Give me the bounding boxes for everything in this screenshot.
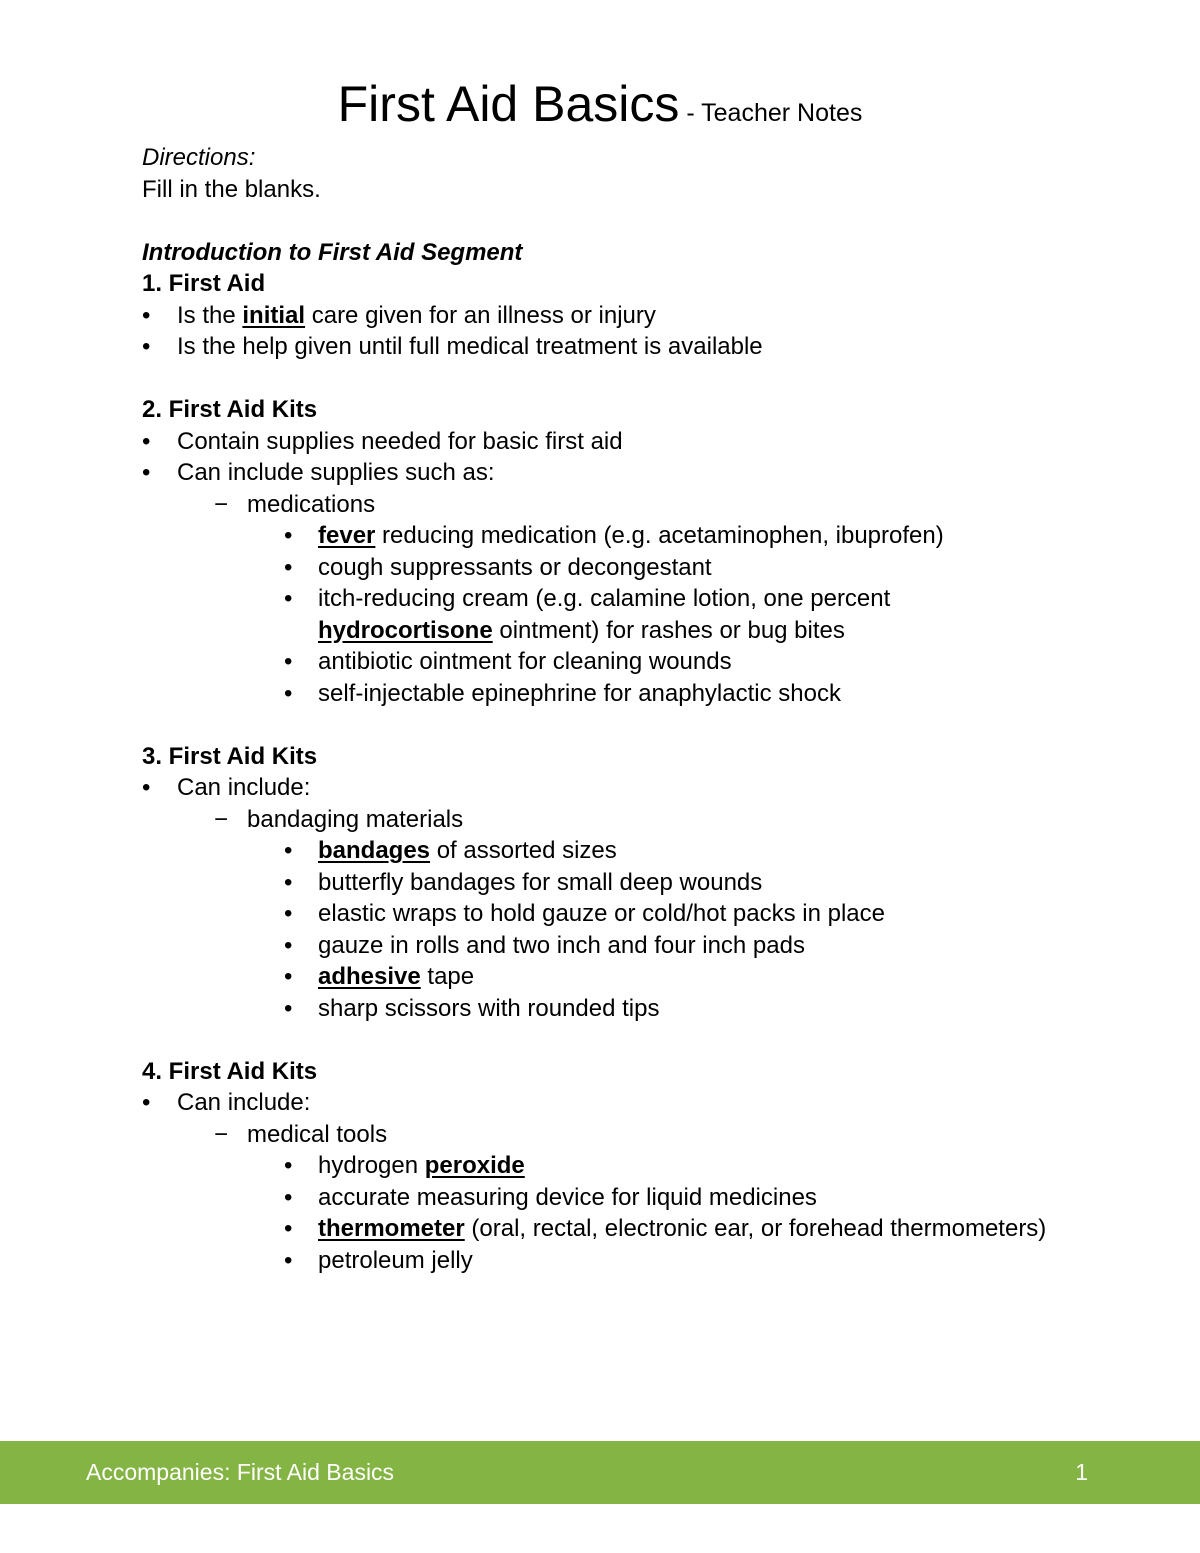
item-text: tape [420, 963, 475, 990]
fill-blank-answer: adhesive [318, 963, 421, 990]
spacer [142, 1024, 1152, 1056]
footer-text: Accompanies: First Aid Basics [86, 1459, 395, 1485]
sub-list-item: − medications [142, 489, 1152, 521]
list-item: • Is the help given until full medical treatment is available [142, 331, 1152, 363]
item-text: (oral, rectal, electronic ear, or forehead thermometers) [464, 1215, 1047, 1242]
list-item: • Can include supplies such as: [142, 457, 1152, 489]
fill-blank-answer: peroxide [424, 1152, 525, 1179]
list-item [142, 300, 1152, 332]
section-2-heading: 2. First Aid Kits [142, 396, 318, 423]
nested-list-item: • accurate measuring device for liquid medicines [142, 1182, 1152, 1214]
fill-blank-answer: fever [318, 522, 376, 549]
fill-blank-answer: thermometer [318, 1215, 465, 1242]
item-text: Is the [177, 301, 243, 329]
fill-blank-answer: initial [242, 301, 306, 329]
spacer [142, 363, 1152, 395]
page-number: 1 [1075, 1459, 1088, 1485]
section-4-heading: 4. First Aid Kits [142, 1057, 318, 1085]
page-title-main: First Aid Basics [337, 76, 680, 132]
nested-list-item [142, 1150, 1152, 1182]
spacer [142, 709, 1152, 741]
nested-list-item: • cough suppressants or decongestant [142, 552, 1152, 584]
page-subtitle: - Teacher Notes [679, 99, 863, 127]
nested-list-item [142, 1213, 1152, 1245]
nested-list-item: • antibiotic ointment for cleaning wounds [142, 646, 1152, 678]
directions-text: Fill in the blanks. [142, 175, 321, 203]
list-item: • Can include: [142, 1087, 1152, 1119]
sub-list-item: − bandaging materials [142, 804, 1152, 836]
nested-list-item: • sharp scissors with rounded tips [142, 993, 1152, 1025]
nested-list-item: • gauze in rolls and two inch and four inch pads [142, 930, 1152, 962]
nested-list-item: • butterfly bandages for small deep wounds [142, 867, 1152, 899]
nested-list-item: • self-injectable epinephrine for anaphylactic shock [142, 678, 1152, 710]
nested-list-item: • elastic wraps to hold gauze or cold/hot packs in place [142, 898, 1152, 930]
spacer [142, 205, 1152, 237]
nested-list-item [142, 583, 1152, 646]
item-text: reducing medication (e.g. acetaminophen, ibuprofen) [375, 522, 944, 549]
item-text: care given for an illness or injury [305, 301, 656, 329]
fill-blank-answer: hydrocortisone [318, 616, 493, 644]
list-item: • Can include: [142, 772, 1152, 804]
document-body [142, 142, 1152, 1276]
section-1-heading: 1. First Aid [142, 270, 266, 297]
nested-list-item [142, 835, 1152, 867]
item-text: of assorted sizes [430, 837, 617, 864]
nested-list-item [142, 961, 1152, 993]
page-title [0, 76, 1200, 141]
list-item: • Contain supplies needed for basic first aid [142, 426, 1152, 458]
directions-label: Directions: [142, 144, 256, 171]
nested-list-item: • petroleum jelly [142, 1245, 1152, 1277]
item-text: hydrogen [318, 1152, 425, 1179]
nested-list-item [142, 520, 1152, 552]
page-footer [0, 1441, 1200, 1504]
sub-list-item: − medical tools [142, 1119, 1152, 1151]
fill-blank-answer: bandages [318, 837, 431, 864]
section-3-heading: 3. First Aid Kits [142, 742, 318, 770]
item-text: ointment) for rashes or bug bites [492, 616, 845, 644]
item-text: itch-reducing cream (e.g. calamine lotion, one percent [318, 585, 891, 612]
segment-heading: Introduction to First Aid Segment [142, 238, 523, 266]
